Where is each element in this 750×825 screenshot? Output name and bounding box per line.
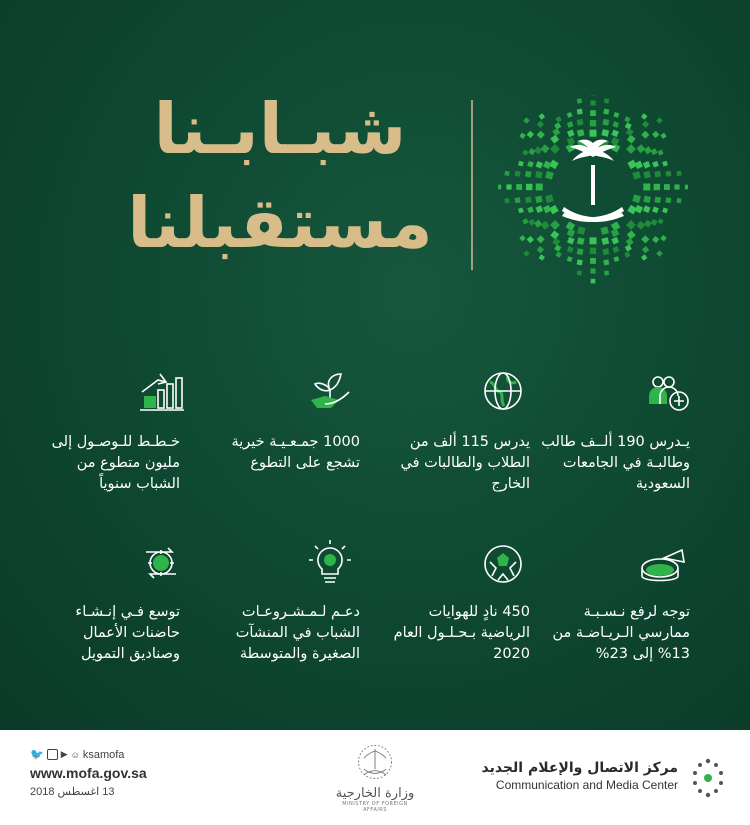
item-charities [210, 432, 360, 474]
emblem-square [656, 250, 663, 257]
emblem-square [550, 135, 559, 144]
emblem-square [626, 128, 634, 136]
growth-chart-icon [136, 368, 186, 418]
emblem-square [590, 248, 596, 254]
vision-emblem [498, 95, 688, 285]
emblem-square [536, 161, 544, 169]
ministry-name-ar: وزارة الخارجية [335, 786, 415, 801]
emblem-square [652, 161, 659, 168]
emblem-square [660, 133, 666, 139]
social-handle[interactable]: ksamofa [82, 748, 125, 761]
emblem-square [577, 270, 582, 275]
media-center-logo-icon [688, 755, 728, 801]
emblem-square [642, 121, 649, 128]
palm-swords-icon [562, 140, 624, 222]
item-text: 1000 جمـعـيـة خيرية تشجع على التطوع [231, 434, 360, 471]
emblem-square [577, 129, 585, 137]
emblem-square [685, 185, 688, 190]
emblem-square [550, 220, 560, 230]
emblem-square [604, 270, 609, 275]
youtube-icon[interactable]: ▶ [60, 749, 68, 759]
emblem-square [537, 131, 545, 139]
emblem-square [541, 144, 550, 153]
social-links [30, 748, 147, 761]
gear-cycle-icon [136, 538, 186, 588]
emblem-square [627, 230, 636, 239]
emblem-square [654, 196, 661, 203]
item-text: دعـم لـمـشـروعـات الشباب في المنشآت الصغيرة والمتوسطة [235, 604, 360, 662]
emblem-square [523, 117, 530, 124]
emblem-square [625, 122, 632, 129]
emblem-square [611, 130, 619, 138]
emblem-square [504, 198, 509, 203]
emblem-square [543, 205, 552, 214]
emblem-square [577, 226, 586, 235]
media-center [482, 760, 679, 792]
emblem-square [660, 235, 666, 241]
emblem-square [676, 198, 681, 203]
emblem-square [643, 195, 651, 203]
emblem-square [556, 252, 562, 258]
emblem-square [506, 184, 511, 189]
item-incubators [30, 602, 180, 665]
emblem-square [601, 237, 609, 245]
emblem-square [567, 112, 573, 118]
emblem-square [577, 237, 585, 245]
emblem-square [567, 237, 575, 245]
emblem-square [601, 129, 609, 137]
emblem-square [518, 208, 524, 214]
emblem-square [627, 135, 636, 144]
emblem-square [536, 184, 543, 191]
emblem-square [552, 238, 560, 246]
emblem-square [545, 194, 554, 203]
title-line-2: مستقبلنا [127, 182, 433, 264]
emblem-square [590, 258, 596, 264]
footer-contact [30, 748, 147, 798]
ministry-name-en: MINISTRY OF FOREIGN AFFAIRS [342, 801, 408, 813]
emblem-square [635, 205, 644, 214]
emblem-square [537, 121, 544, 128]
emblem-square [527, 131, 534, 138]
emblem-square [603, 109, 609, 115]
emblem-square [504, 171, 509, 176]
emblem-square [612, 121, 619, 128]
emblem-square [636, 144, 645, 153]
emblem-square [567, 256, 573, 262]
emblem-square [643, 184, 650, 191]
emblem-square [554, 122, 561, 129]
emblem-square [665, 197, 671, 203]
emblem-square [556, 116, 562, 122]
footer [0, 730, 750, 825]
ministry-emblem-icon [347, 738, 403, 784]
emblem-square [539, 254, 545, 260]
pie-chart-icon [638, 540, 688, 590]
emblem-square [577, 119, 584, 126]
emblem-square [602, 248, 609, 255]
emblem-square [522, 218, 528, 224]
instagram-icon[interactable] [47, 749, 58, 760]
emblem-square [590, 237, 597, 244]
emblem-square [656, 117, 663, 124]
emblem-square [554, 245, 561, 252]
emblem-square [523, 250, 530, 257]
emblem-square [643, 161, 651, 169]
hand-plant-icon [305, 368, 355, 418]
item-text: توسع فـي إنـشـاء حاضنات الأعمال وصناديق التمويل [75, 604, 180, 662]
emblem-square [591, 279, 596, 284]
emblem-square [516, 184, 522, 190]
emblem-square [604, 98, 609, 103]
emblem-square [527, 206, 534, 213]
emblem-square [652, 206, 659, 213]
item-text: يـدرس 190 ألــف طالب وطالبـة في الجامعات السعودية [541, 434, 690, 492]
emblem-square [658, 150, 664, 156]
item-sports-clubs [380, 602, 530, 665]
lightbulb-gear-icon [305, 538, 355, 588]
item-text: يدرس 115 ألف من الطلاب والطالبات في الخارج [400, 434, 530, 492]
emblem-square [641, 235, 649, 243]
emblem-square [537, 235, 545, 243]
emblem-square [626, 238, 634, 246]
emblem-square [550, 230, 559, 239]
item-students-saudi [540, 432, 690, 495]
item-text: خـطـط للـوصـول إلى مليون متطوع من الشباب سنوياً [51, 434, 180, 492]
emblem-square [625, 245, 632, 252]
emblem-square [614, 112, 620, 118]
emblem-square [652, 236, 659, 243]
emblem-square [537, 246, 544, 253]
emblem-square [519, 133, 525, 139]
emblem-square [590, 110, 596, 116]
emblem-square [590, 268, 595, 273]
title-divider [471, 100, 473, 270]
emblem-square [519, 235, 525, 241]
emblem-square [567, 229, 576, 238]
emblem-square [577, 98, 582, 103]
football-icon [478, 540, 528, 590]
emblem-square [577, 109, 583, 115]
item-sports-practice [540, 602, 690, 665]
emblem-square [527, 236, 534, 243]
emblem-square [534, 146, 542, 154]
emblem-square [515, 171, 521, 177]
emblem-square [611, 237, 619, 245]
emblem-square [567, 121, 574, 128]
emblem-square [626, 144, 636, 154]
emblem-square [590, 120, 596, 126]
emblem-square [624, 252, 630, 258]
emblem-square [664, 184, 670, 190]
emblem-square [611, 137, 620, 146]
emblem-square [522, 150, 528, 156]
emblem-square [552, 128, 560, 136]
emblem-square [567, 130, 575, 138]
emblem-square [662, 208, 668, 214]
emblem-square [614, 256, 620, 262]
emblem-square [662, 161, 668, 167]
emblem-square [658, 218, 664, 224]
emblem-square [527, 161, 534, 168]
emblem-square [612, 246, 619, 253]
ministry-logo [335, 738, 415, 820]
emblem-square [534, 220, 542, 228]
title-line-1: شبـابـنا [153, 88, 407, 170]
emblem-square [543, 161, 552, 170]
emblem-square [545, 171, 554, 180]
emblem-square [541, 221, 550, 230]
emblem-square [600, 226, 609, 235]
emblem-square [577, 259, 583, 265]
emblem-square [644, 220, 652, 228]
emblem-square [550, 144, 560, 154]
emblem-square [641, 113, 647, 119]
emblem-square [528, 148, 535, 155]
emblem-square [636, 221, 645, 230]
emblem-square [624, 116, 630, 122]
emblem-square [644, 146, 652, 154]
emblem-square [651, 148, 658, 155]
emblem-square [567, 246, 574, 253]
emblem-square [535, 195, 543, 203]
website-link[interactable]: www.mofa.gov.sa [30, 765, 147, 781]
emblem-square [603, 259, 609, 265]
emblem-square [654, 184, 660, 190]
emblem-square [525, 171, 532, 178]
center-name-en: Communication and Media Center [495, 778, 678, 792]
emblem-square [632, 194, 641, 203]
emblem-square [654, 171, 661, 178]
twitter-icon[interactable]: 🐦 [30, 749, 44, 761]
emblem-square [590, 130, 597, 137]
emblem-square [641, 131, 649, 139]
emblem-square [635, 161, 644, 170]
emblem-square [665, 171, 671, 177]
item-students-abroad [380, 432, 530, 495]
emblem-square [642, 246, 649, 253]
emblem-square [577, 248, 584, 255]
emblem-square [651, 219, 658, 226]
emblem-square [641, 254, 647, 260]
globe-icon [478, 368, 528, 418]
emblem-square [535, 171, 543, 179]
emblem-square [674, 184, 679, 189]
emblem-square [515, 197, 521, 203]
emblem-square [528, 219, 535, 226]
emblem-square [643, 171, 651, 179]
snapchat-icon[interactable]: ☺ [70, 749, 80, 760]
emblem-square [643, 205, 651, 213]
item-volunteers [30, 432, 180, 495]
emblem-square [567, 137, 576, 146]
emblem-square [536, 205, 544, 213]
emblem-square [602, 119, 609, 126]
item-sme-support [210, 602, 360, 665]
publish-date: 13 اغسطس 2018 [30, 786, 115, 798]
emblem-square [590, 100, 595, 105]
emblem-square [626, 220, 636, 230]
emblem-square [632, 171, 641, 180]
emblem-square [526, 184, 532, 190]
emblem-square [611, 229, 620, 238]
item-text: توجه لرفع نـسـبـة ممارسي الـريـاضـة من 13% إلى 23% [552, 604, 690, 662]
emblem-square [498, 185, 501, 190]
emblem-square [525, 196, 532, 203]
emblem-square [652, 131, 659, 138]
center-name-ar: مركز الاتصال والإعلام الجديد [481, 760, 678, 776]
item-text: 450 نادٍ للهوايات الرياضية بـحـلـول العام 2020 [393, 604, 530, 662]
emblem-square [518, 161, 524, 167]
group-add-icon [641, 368, 691, 418]
emblem-square [539, 113, 545, 119]
emblem-square [676, 171, 681, 176]
